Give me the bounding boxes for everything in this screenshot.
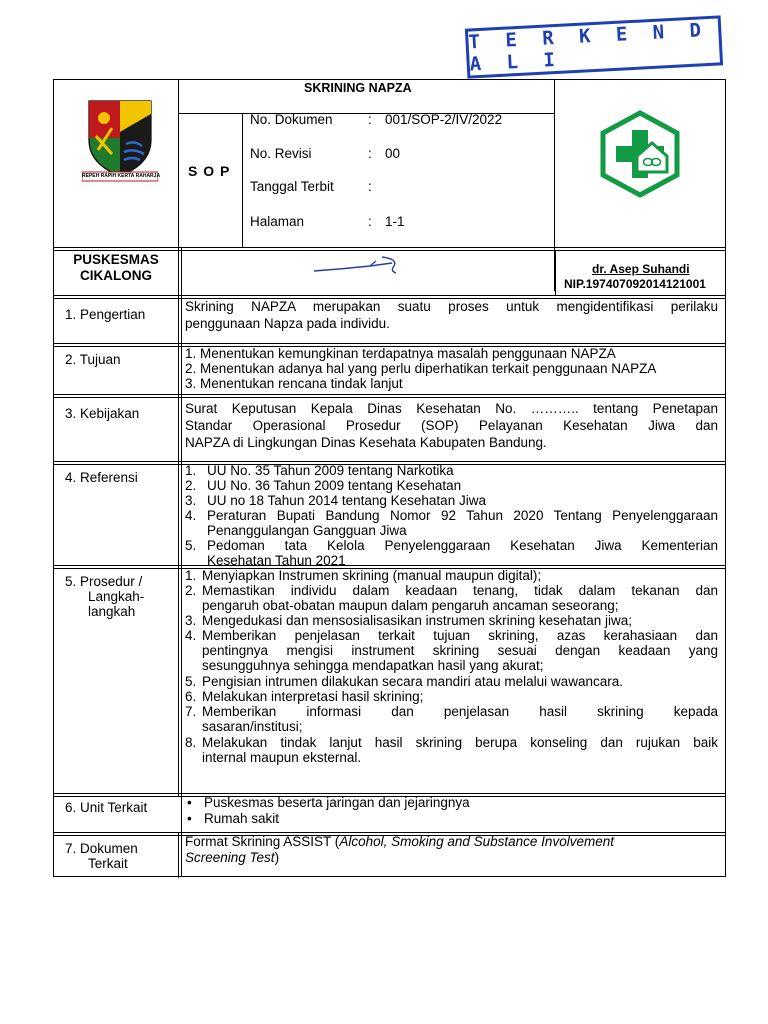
signer-box-left <box>555 250 556 295</box>
col-divider-logo <box>178 80 179 797</box>
list-item: Memberikan penjelasan terkait tujuan skrining, azas kerahasiaan dan <box>202 628 718 643</box>
section-label-referensi: 4. Referensi <box>65 470 138 485</box>
section-label-prosedur: langkah <box>88 604 136 619</box>
list-item: 3. Menentukan rencana tindak lanjut <box>185 376 403 391</box>
signer-name: dr. Asep Suhandi <box>592 262 690 276</box>
dokumen-text-prefix: Format Skrining ASSIST ( <box>185 834 340 849</box>
logo-motto: REPEH RAPIH KERTA RAHARJA <box>82 173 161 179</box>
list-item: Pedoman tata Kelola Penyelenggaraan Kesehatan Jiwa Kementerian <box>207 538 718 553</box>
bullet: • <box>187 795 192 810</box>
row-divider <box>54 295 726 296</box>
list-item-number: 5. <box>185 538 197 553</box>
list-item-number: 1. <box>185 463 197 478</box>
dokumen-text-italic: Alcohol, Smoking and Substance Involvement <box>339 834 614 849</box>
terkendali-stamp: T E R K E N D A L I <box>465 15 723 78</box>
list-item: Menyiapkan Instrumen skrining (manual maupun digital); <box>202 568 542 583</box>
list-item: Memastikan individu dalam keadaan tenang, tidak dalam tekanan dan <box>202 583 718 598</box>
row-divider <box>54 832 726 833</box>
list-item-number: 7. <box>185 704 197 719</box>
col-divider-body <box>178 832 179 878</box>
field-label-halaman: Halaman <box>250 214 305 229</box>
pengertian-text: Skrining NAPZA merupakan suatu proses untuk mengidentifikasi perilaku <box>185 299 718 314</box>
field-label-tanggal-terbit: Tanggal Terbit <box>250 179 334 194</box>
field-value-no-revisi: 00 <box>385 146 401 161</box>
signer-nip: NIP.197407092014121001 <box>564 277 706 291</box>
row-divider <box>54 343 726 344</box>
sop-label: S O P <box>188 163 231 179</box>
section-label-kebijakan: 3. Kebijakan <box>65 406 140 421</box>
section-label-prosedur: 5. Prosedur / <box>65 574 143 589</box>
dokumen-text <box>185 834 614 849</box>
list-item: sesungguhnya sehingga mendapatkan hasil yang akurat; <box>202 658 544 673</box>
list-item: Penanggulangan Gangguan Jiwa <box>207 523 407 538</box>
list-item: internal maupun eksternal. <box>202 750 362 765</box>
field-label-no-revisi: No. Revisi <box>250 146 312 161</box>
list-item: pengaruh obat-obatan maupun dalam pengaruh ancaman seseorang; <box>202 598 619 613</box>
field-colon: : <box>368 112 372 127</box>
section-label-dokumen-terkait: 7. Dokumen <box>65 841 138 856</box>
row-divider <box>54 793 726 794</box>
list-item-number: 1. <box>185 568 197 583</box>
list-item-number: 3. <box>185 493 197 508</box>
org-name-line2: CIKALONG <box>80 268 152 283</box>
field-value-no-dokumen: 001/SOP-2/IV/2022 <box>385 112 503 127</box>
list-item: pentingnya mengisi instrument skrining sesuai dengan keadaan yang <box>202 643 718 658</box>
list-item: Melakukan interpretasi hasil skrining; <box>202 689 424 704</box>
field-colon: : <box>368 146 372 161</box>
field-colon: : <box>368 179 372 194</box>
list-item-number: 3. <box>185 613 197 628</box>
dokumen-text-suffix: ) <box>274 850 280 865</box>
list-item: Peraturan Bupati Bandung Nomor 92 Tahun 2020 Tentang Penyelenggaraan <box>207 508 718 523</box>
list-item: 2. Menentukan adanya hal yang perlu diperhatikan terkait penggunaan NAPZA <box>185 361 657 376</box>
kebijakan-text: Standar Operasional Prosedur (SOP) Pelayanan Kesehatan Jiwa dan <box>185 418 718 433</box>
list-item-number: 4. <box>185 628 197 643</box>
section-label-unit-terkait: 6. Unit Terkait <box>65 800 148 815</box>
document-title: SKRINING NAPZA <box>304 81 412 95</box>
list-item-number: 4. <box>185 508 197 523</box>
row-divider <box>54 397 726 398</box>
list-item: Mengedukasi dan mensosialisasikan instrumen skrining kesehatan jiwa; <box>202 613 632 628</box>
list-item: Puskesmas beserta jaringan dan jejaringnya <box>204 795 470 810</box>
list-item: Kesehatan Tahun 2021 <box>207 553 346 568</box>
col-divider-sop <box>242 113 243 247</box>
row-divider <box>54 461 726 462</box>
section-label-tujuan: 2. Tujuan <box>65 352 121 367</box>
header-divider <box>54 247 726 248</box>
field-colon: : <box>368 214 372 229</box>
header-divider-2 <box>54 250 726 251</box>
sop-document-table <box>53 79 726 877</box>
dokumen-text <box>185 850 279 865</box>
list-item-number: 6. <box>185 689 197 704</box>
list-item: Rumah sakit <box>204 811 280 826</box>
kebijakan-text: Surat Keputusan Kepala Dinas Kesehatan No. ……….. tentang Penetapan <box>185 401 718 416</box>
row-divider <box>54 565 726 566</box>
kebijakan-text: NAPZA di Lingkungan Dinas Kesehata Kabupaten Bandung. <box>185 435 547 450</box>
field-label-no-dokumen: No. Dokumen <box>250 112 333 127</box>
dokumen-text-italic: Screening Test <box>185 850 275 865</box>
list-item: Melakukan tindak lanjut hasil skrining berupa konseling dan rujukan baik <box>202 735 718 750</box>
list-item-number: 5. <box>185 674 197 689</box>
field-value-halaman: 1-1 <box>385 214 405 229</box>
list-item-number: 2. <box>185 478 197 493</box>
list-item: Memberikan informasi dan penjelasan hasil skrining kepada <box>202 704 718 719</box>
section-label-dokumen-terkait: Terkait <box>88 856 128 871</box>
bullet: • <box>187 811 192 826</box>
pengertian-text: penggunaan Napza pada individu. <box>185 316 390 331</box>
org-name-line1: PUSKESMAS <box>73 252 159 267</box>
list-item: UU No. 36 Tahun 2009 tentang Kesehatan <box>207 478 462 493</box>
section-label-prosedur: Langkah- <box>88 589 145 604</box>
list-item: 1. Menentukan kemungkinan terdapatnya masalah penggunaan NAPZA <box>185 346 616 361</box>
row-divider <box>54 394 726 395</box>
col-divider-body-2 <box>181 247 182 877</box>
puskesmas-logo <box>596 110 684 198</box>
list-item: UU no 18 Tahun 2014 tentang Kesehatan Jiwa <box>207 493 486 508</box>
list-item: Pengisian intrumen dilakukan secara mandiri atau melalui wawancara. <box>202 674 623 689</box>
section-label-pengertian: 1. Pengertian <box>65 307 146 322</box>
list-item-number: 8. <box>185 735 197 750</box>
kabupaten-bandung-logo <box>82 98 161 184</box>
list-item: sasaran/institusi; <box>202 719 303 734</box>
signature <box>312 253 404 275</box>
list-item: UU No. 35 Tahun 2009 tentang Narkotika <box>207 463 454 478</box>
list-item-number: 2. <box>185 583 197 598</box>
